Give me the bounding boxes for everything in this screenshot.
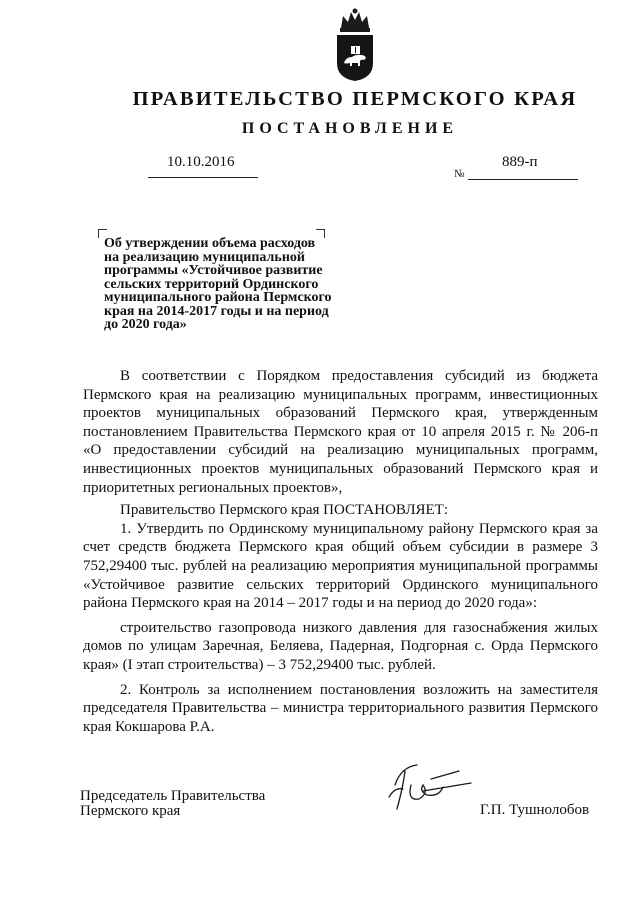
subject-line: до 2020 года» xyxy=(104,317,187,332)
signer-name: Г.П. Тушнолобов xyxy=(480,802,590,818)
number-underline xyxy=(468,179,578,180)
document-number: 889-п xyxy=(502,154,538,170)
subject-line: программы «Устойчивое развитие xyxy=(104,263,323,278)
subject-line: муниципального района Пермского xyxy=(104,290,332,305)
handwritten-signature xyxy=(383,757,478,815)
item-1-paragraph: 1. Утвердить по Ординскому муниципальному району Пермского края за счет средств бюджета Пермского края общий объем субсидии в размере 3 752,29400 тыс. рублей на реализацию мероприятия муниципальной программы «Устойчивое развитие сельских территорий Ординского муниципального района Пермского края на 2014 – 2017 годы и на период до 2020 года»: xyxy=(83,520,598,612)
government-title: ПРАВИТЕЛЬСТВО ПЕРМСКОГО КРАЯ xyxy=(132,88,578,110)
signer-title-line: Председатель Правительства xyxy=(80,788,266,804)
subject-line: Об утверждении объема расходов xyxy=(104,236,316,251)
subject-line: края на 2014-2017 годы и на период xyxy=(104,303,329,319)
document-type-title: ПОСТАНОВЛЕНИЕ xyxy=(241,120,459,137)
resolves-paragraph: Правительство Пермского края ПОСТАНОВЛЯЕТ: xyxy=(120,502,449,519)
coat-of-arms-emblem xyxy=(334,8,376,82)
signer-title-line: Пермского края xyxy=(80,802,181,819)
item-1-sub-paragraph: строительство газопровода низкого давления для газоснабжения жилых домов по улицам Заречная, Беляева, Падерная, Подгорная с. Орда Пермского края» (I этап строительства) – 3 752,29400 тыс. рублей. xyxy=(83,619,598,673)
item-2-paragraph: 2. Контроль за исполнением постановления возложить на заместителя председателя Правительства – министра территориального развития Пермского края Кокшарова Р.А. xyxy=(83,681,598,735)
signer-title xyxy=(80,789,265,818)
subject-line: на реализацию муниципальной xyxy=(104,249,305,265)
number-sign: № xyxy=(454,168,465,180)
document-body xyxy=(83,367,598,736)
document-date: 10.10.2016 xyxy=(167,154,235,170)
date-underline xyxy=(148,177,258,178)
subject-heading xyxy=(104,237,364,332)
subject-line: сельских территорий Ординского xyxy=(104,276,319,292)
preamble-paragraph: В соответствии с Порядком предоставления субсидий из бюджета Пермского края на реализацию муниципальных программ, инвестиционных проектов муниципальных образований Пермского края, утвержденным постановлением Правительства Пермского края от 10 апреля 2015 г. № 206-п «О предоставлении субсидий на реализацию муниципальных программ, инвестиционных проектов муниципальных образований Пермского края и приоритетных региональных проектов», xyxy=(83,368,598,496)
